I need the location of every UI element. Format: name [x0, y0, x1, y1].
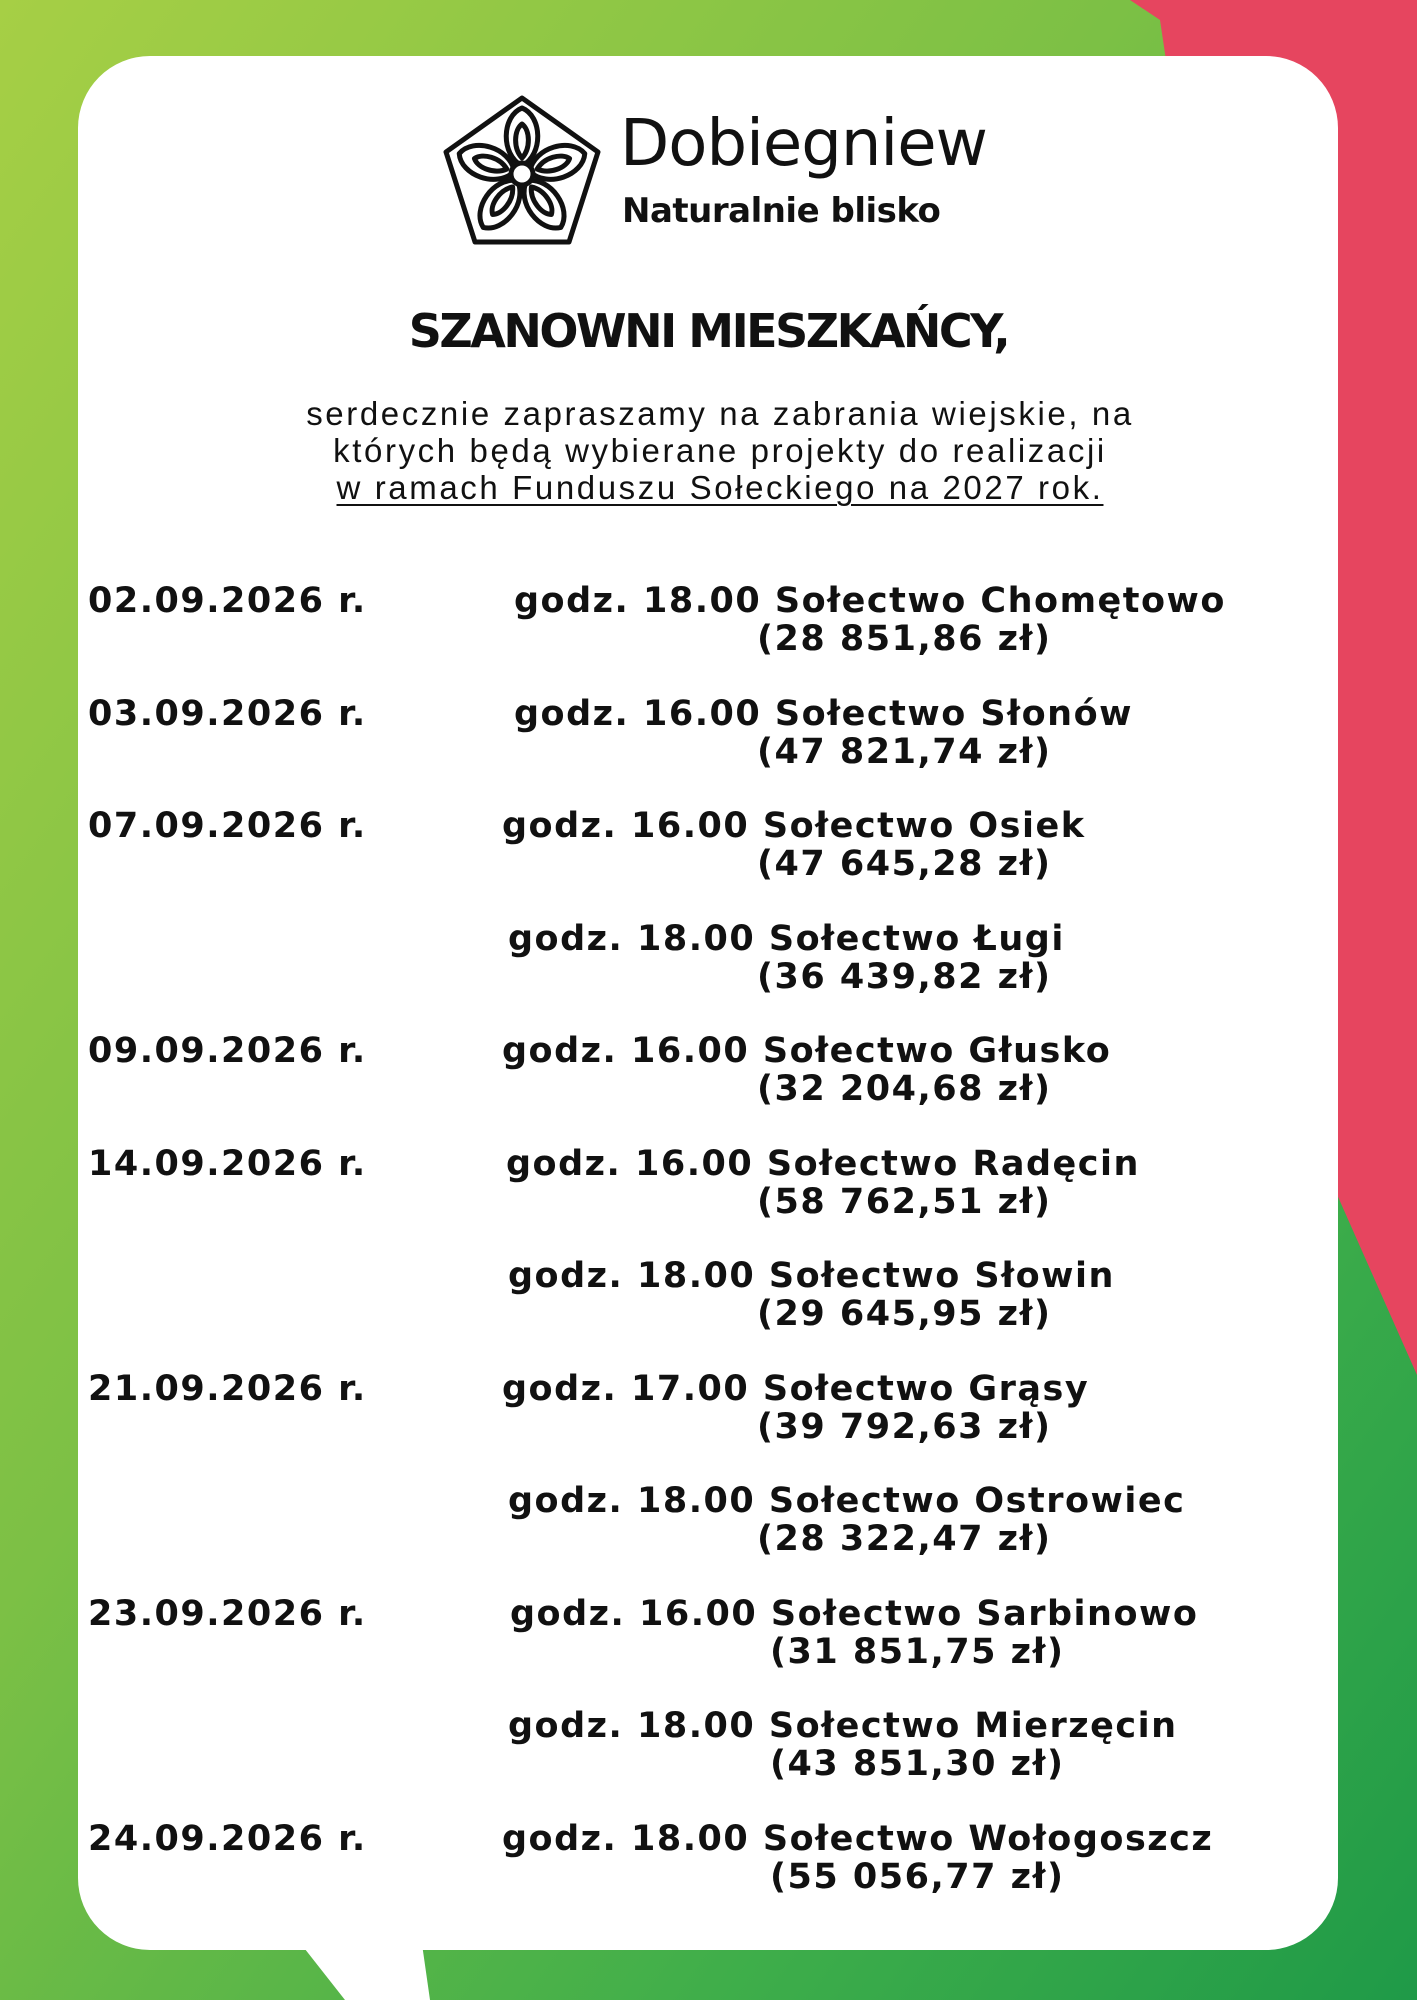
schedule-date: 24.09.2026 r.: [88, 1818, 367, 1859]
schedule-amount: (43 851,30 zł): [770, 1744, 1065, 1784]
intro-line: serdecznie zapraszamy na zabrania wiejskie, na: [306, 395, 1134, 432]
schedule-date: 14.09.2026 r.: [88, 1143, 367, 1184]
schedule-event: godz. 16.00 Sołectwo Głusko: [502, 1031, 1112, 1071]
schedule-event: godz. 18.00 Sołectwo Chomętowo: [514, 581, 1226, 621]
brand-tagline: Naturalnie blisko: [622, 191, 941, 231]
brand-name: Dobiegniew: [620, 107, 987, 181]
schedule-event: godz. 17.00 Sołectwo Grąsy: [502, 1368, 1090, 1409]
schedule-amount: (36 439,82 zł): [757, 956, 1052, 997]
schedule-date: 09.09.2026 r.: [88, 1031, 367, 1071]
schedule-event: godz. 18.00 Sołectwo Wołogoszcz: [502, 1818, 1214, 1859]
schedule-amount: (31 851,75 zł): [770, 1631, 1065, 1672]
schedule-date: 21.09.2026 r.: [88, 1368, 367, 1409]
schedule-event: godz. 18.00 Sołectwo Słowin: [508, 1256, 1115, 1296]
schedule-amount: (47 821,74 zł): [757, 731, 1052, 772]
intro-line-underlined: w ramach Funduszu Sołeckiego na 2027 rok.: [336, 469, 1104, 506]
schedule-event: godz. 18.00 Sołectwo Ostrowiec: [508, 1481, 1186, 1521]
schedule-date: 23.09.2026 r.: [88, 1593, 367, 1634]
schedule-event: godz. 16.00 Sołectwo Osiek: [502, 806, 1086, 846]
schedule-event: godz. 18.00 Sołectwo Ługi: [508, 918, 1065, 959]
schedule-date: 02.09.2026 r.: [88, 581, 367, 621]
schedule-amount: (28 322,47 zł): [757, 1519, 1052, 1559]
schedule-amount: (28 851,86 zł): [757, 619, 1052, 659]
schedule-event: godz. 16.00 Sołectwo Radęcin: [506, 1143, 1140, 1184]
schedule-event: godz. 16.00 Sołectwo Słonów: [514, 693, 1133, 734]
schedule-amount: (58 762,51 zł): [757, 1181, 1052, 1222]
schedule-amount: (47 645,28 zł): [757, 844, 1052, 884]
schedule-event: godz. 16.00 Sołectwo Sarbinowo: [510, 1593, 1199, 1634]
intro-line: których będą wybierane projekty do realizacji: [333, 432, 1107, 469]
schedule-amount: (32 204,68 zł): [757, 1069, 1052, 1109]
schedule-date: 03.09.2026 r.: [88, 693, 367, 734]
page-heading: SZANOWNI MIESZKAŃCY,: [408, 304, 1009, 358]
intro-text: [0, 395, 1417, 506]
schedule-event: godz. 18.00 Sołectwo Mierzęcin: [508, 1706, 1178, 1746]
schedule-amount: (39 792,63 zł): [757, 1406, 1052, 1447]
schedule-date: 07.09.2026 r.: [88, 806, 367, 846]
flower-emblem-icon: [440, 92, 605, 252]
schedule-amount: (55 056,77 zł): [770, 1856, 1065, 1897]
schedule-amount: (29 645,95 zł): [757, 1294, 1052, 1334]
